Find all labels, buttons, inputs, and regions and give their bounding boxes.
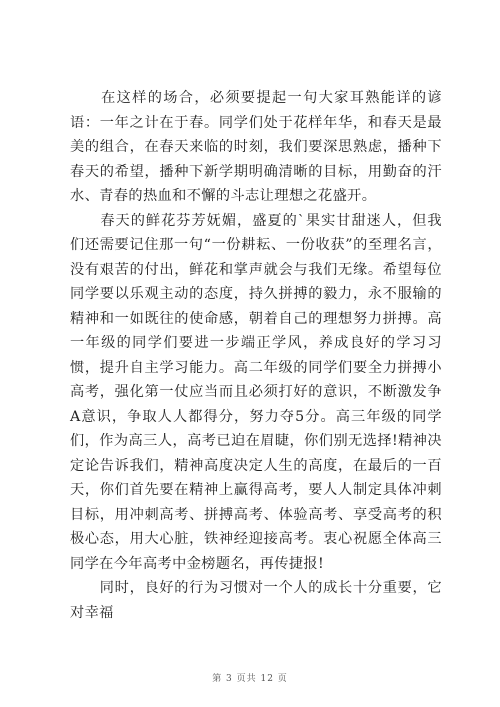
paragraph: 春天的鲜花芬芳妩媚，盛夏的`果实甘甜迷人，但我们还需要记住那一句“一份耕耘、一份收获”的至理名言，没有艰苦的付出，鲜花和掌声就会与我们无缘。希望每位同学要以乐观主动的态度，持久拼搏的毅力，永不服输的精神和一如既往的使命感，朝着自己的理想努力拼搏。高一年级的同学们要进一步端正学风，养成良好的学习习惯，提升自主学习能力。高二年级的同学们要全力拼搏小高考，强化第一仗应当而且必须打好的意识，不断激发争A意识，争取人人都得分，努力夺5分。高三年级的同学们，作为高三人，高考已迫在眉睫，你们别无选择!精神决定论告诉我们，精神高度决定人生的高度，在最后的一百天，你们首先要在精神上赢得高考，要人人制定具体冲刺目标，用冲刺高考、拼搏高考、体验高考、享受高考的积极心态，用大心脏，铁神经迎接高考。衷心祝愿全体高三同学在今年高考中金榜题名，再传捷报! [70,212,442,572]
document-body [70,86,442,625]
paragraph: 在这样的场合，必须要提起一句大家耳熟能详的谚语：一年之计在于春。同学们处于花样年华，和春天是最美的组合，在春天来临的时刻，我们要深思熟虑，播种下春天的希望，播种下新学期明确清晰的目标，用勤奋的汗水、青春的热血和不懈的斗志让理想之花盛开。 [70,90,442,204]
page-number-footer: 第 3 页共 12 页 [212,674,288,684]
paragraph: 同时，良好的行为习惯对一个人的成长十分重要，它对幸福 [70,580,442,621]
